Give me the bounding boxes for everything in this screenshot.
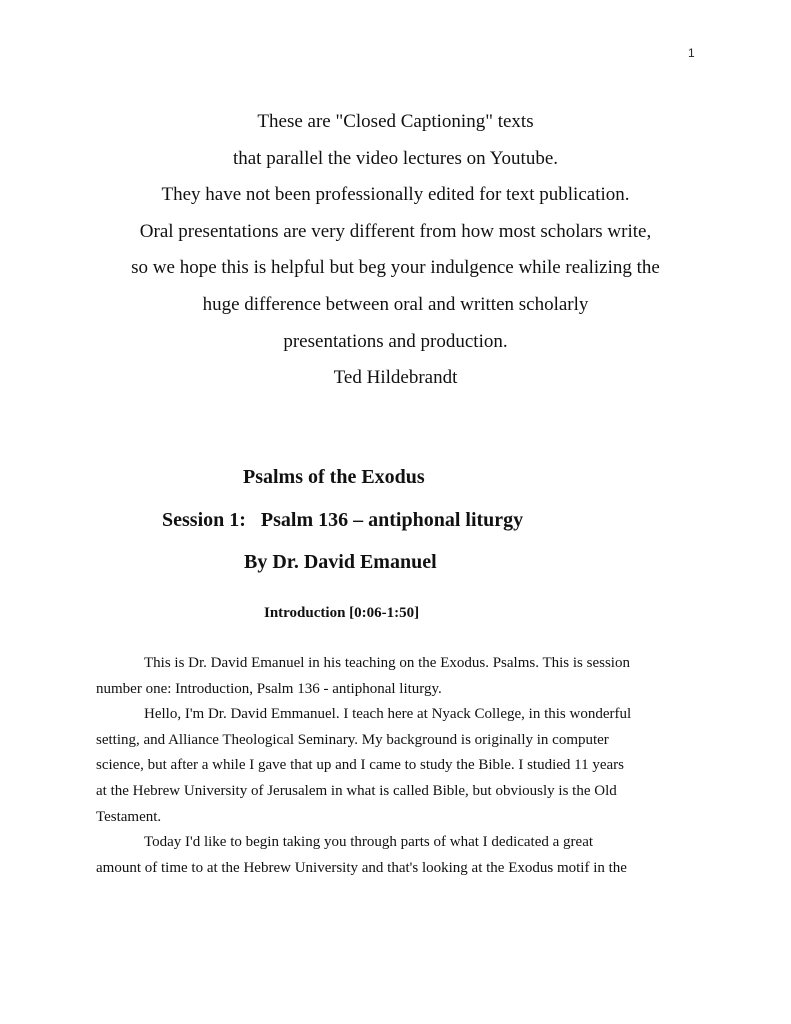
body-line: Hello, I'm Dr. David Emmanuel. I teach here at Nyack College, in this wonderful — [144, 706, 632, 723]
disclaimer-line: They have not been professionally edited for text publication. — [161, 184, 630, 206]
disclaimer-line: presentations and production. — [283, 330, 508, 352]
body-line: at the Hebrew University of Jerusalem in what is called Bible, but obviously is the Old — [96, 782, 617, 799]
disclaimer-signature: Ted Hildebrandt — [333, 367, 458, 389]
disclaimer-line: Oral presentations are very different from how most scholars write, — [139, 220, 652, 242]
document-title: Psalms of the Exodus — [243, 466, 425, 488]
body-line: This is Dr. David Emanuel in his teaching on the Exodus. Psalms. This is session — [144, 655, 630, 671]
page-number: 1 — [688, 46, 695, 60]
body-line: Today I'd like to begin taking you through parts of what I dedicated a great — [144, 834, 594, 851]
body-line: science, but after a while I gave that up and I came to study the Bible. I studied 11 years — [96, 757, 625, 774]
disclaimer-line: These are "Closed Captioning" texts — [257, 111, 534, 132]
closed-captioning-disclaimer — [0, 104, 791, 397]
body-line: Testament. — [96, 808, 162, 825]
author-line: By Dr. David Emanuel — [244, 551, 437, 573]
disclaimer-line: that parallel the video lectures on Youtube. — [232, 147, 559, 169]
disclaimer-line: so we hope this is helpful but beg your indulgence while realizing the — [131, 257, 660, 279]
body-line: number one: Introduction, Psalm 136 - antiphonal liturgy. — [96, 680, 442, 697]
body-text — [0, 651, 791, 881]
section-heading: Introduction [0:06-1:50] — [264, 605, 420, 621]
body-line: setting, and Alliance Theological Seminary. My background is originally in computer — [96, 731, 609, 748]
disclaimer-line: huge difference between oral and written scholarly — [202, 293, 589, 315]
body-line: amount of time to at the Hebrew University and that's looking at the Exodus motif in the — [96, 859, 627, 876]
session-title: Session 1: Psalm 136 – antiphonal liturgy — [162, 509, 524, 531]
